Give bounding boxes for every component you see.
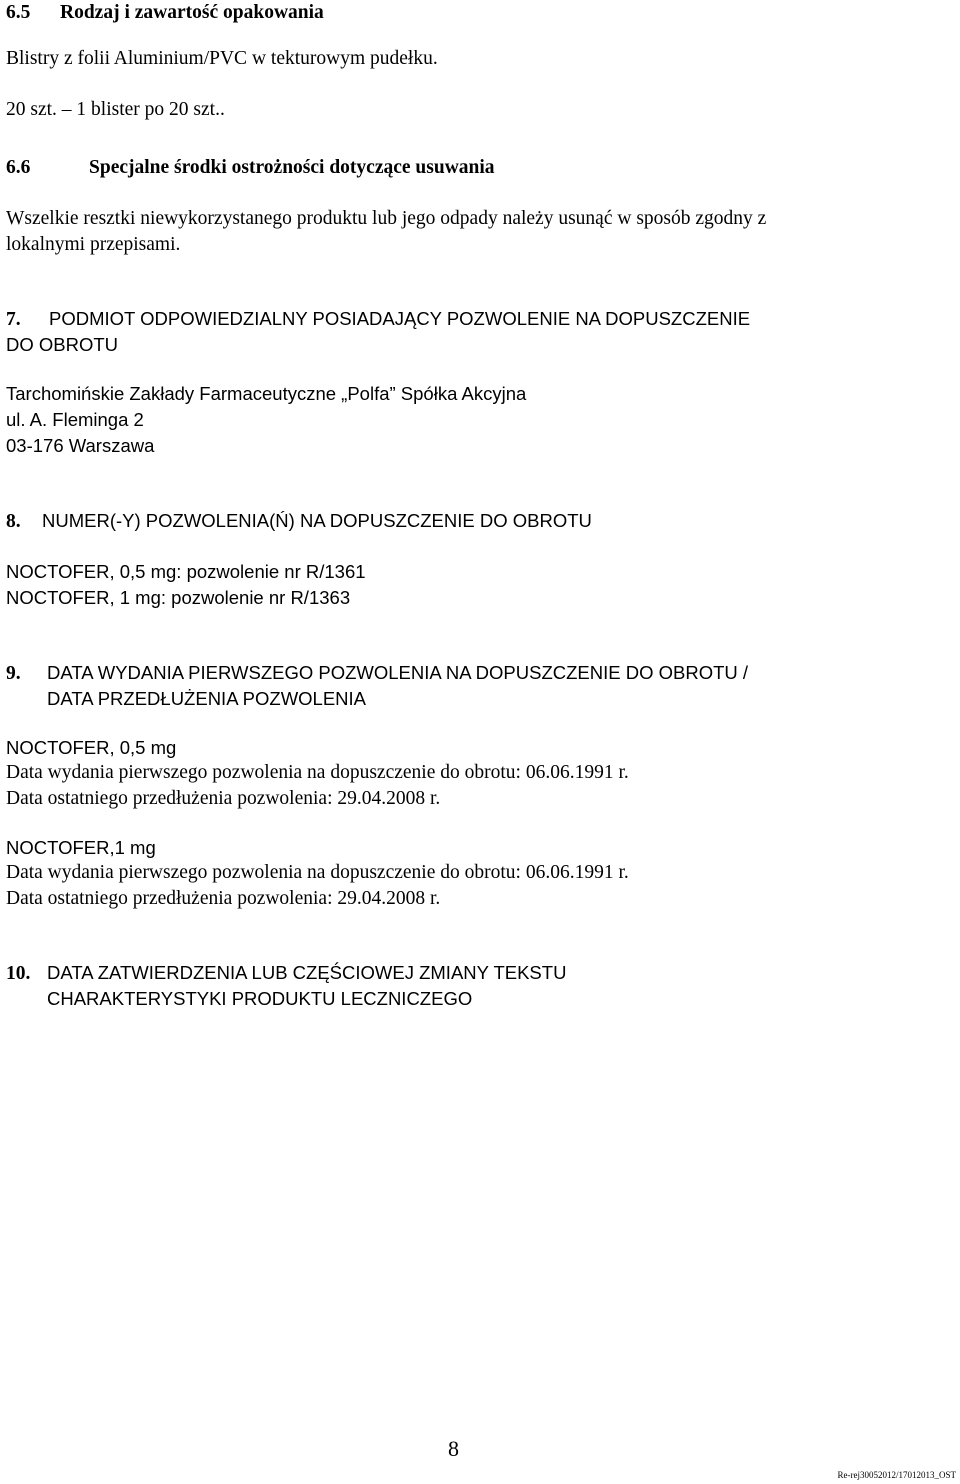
section-8-heading: [6, 508, 592, 535]
document-code: Re-rej30052012/17012013_OST: [837, 1470, 956, 1480]
paragraph-line: Wszelkie resztki niewykorzystanego produktu lub jego odpady należy usunąć w sposób zgodny z: [6, 208, 767, 229]
section-title: PODMIOT ODPOWIEDZIALNY POSIADAJĄCY POZWOLENIE NA DOPUSZCZENIE: [49, 308, 751, 329]
paragraph-line: 20 szt. – 1 blister po 20 szt..: [6, 99, 225, 120]
paragraph-line: Data ostatniego przedłużenia pozwolenia: 29.04.2008 r.: [6, 888, 441, 909]
section-6-6-heading: [6, 155, 495, 181]
paragraph-line: Data ostatniego przedłużenia pozwolenia: 29.04.2008 r.: [6, 788, 441, 809]
section-number: 8.: [6, 511, 21, 532]
section-6-5-heading: [6, 0, 324, 26]
section-title: DATA ZATWIERDZENIA LUB CZĘŚCIOWEJ ZMIANY TEKSTU: [47, 962, 567, 983]
section-title-continued: DO OBROTU: [6, 334, 119, 355]
paragraph-line: Tarchomińskie Zakłady Farmaceutyczne „Polfa” Spółka Akcyjna: [6, 383, 527, 404]
section-10-heading: [6, 960, 566, 987]
section-number: 7.: [6, 309, 21, 330]
paragraph-line: 03-176 Warszawa: [6, 435, 155, 456]
paragraph-line: lokalnymi przepisami.: [6, 234, 181, 255]
section-7-heading: [6, 306, 750, 333]
paragraph-line: Data wydania pierwszego pozwolenia na dopuszczenie do obrotu: 06.06.1991 r.: [6, 762, 629, 783]
section-title: Rodzaj i zawartość opakowania: [60, 2, 324, 23]
section-9-heading: [6, 660, 748, 687]
section-number: 6.5: [6, 2, 31, 23]
product-name: NOCTOFER,1 mg: [6, 837, 156, 858]
section-title-continued: DATA PRZEDŁUŻENIA POZWOLENIA: [47, 688, 367, 709]
paragraph-line: NOCTOFER, 1 mg: pozwolenie nr R/1363: [6, 587, 351, 608]
section-title: Specjalne środki ostrożności dotyczące usuwania: [89, 157, 495, 178]
section-title-continued: CHARAKTERYSTYKI PRODUKTU LECZNICZEGO: [47, 988, 473, 1009]
paragraph-line: NOCTOFER, 0,5 mg: pozwolenie nr R/1361: [6, 561, 366, 582]
section-number: 10.: [6, 963, 31, 984]
product-name: NOCTOFER, 0,5 mg: [6, 737, 177, 758]
paragraph-line: Data wydania pierwszego pozwolenia na dopuszczenie do obrotu: 06.06.1991 r.: [6, 862, 629, 883]
section-title: DATA WYDANIA PIERWSZEGO POZWOLENIA NA DOPUSZCZENIE DO OBROTU /: [47, 662, 749, 683]
page-number: 8: [448, 1436, 459, 1461]
paragraph-line: ul. A. Fleminga 2: [6, 409, 144, 430]
section-number: 6.6: [6, 157, 31, 178]
paragraph-line: Blistry z folii Aluminium/PVC w tekturowym pudełku.: [6, 48, 438, 69]
section-number: 9.: [6, 663, 21, 684]
section-title: NUMER(-Y) POZWOLENIA(Ń) NA DOPUSZCZENIE DO OBROTU: [42, 510, 592, 531]
